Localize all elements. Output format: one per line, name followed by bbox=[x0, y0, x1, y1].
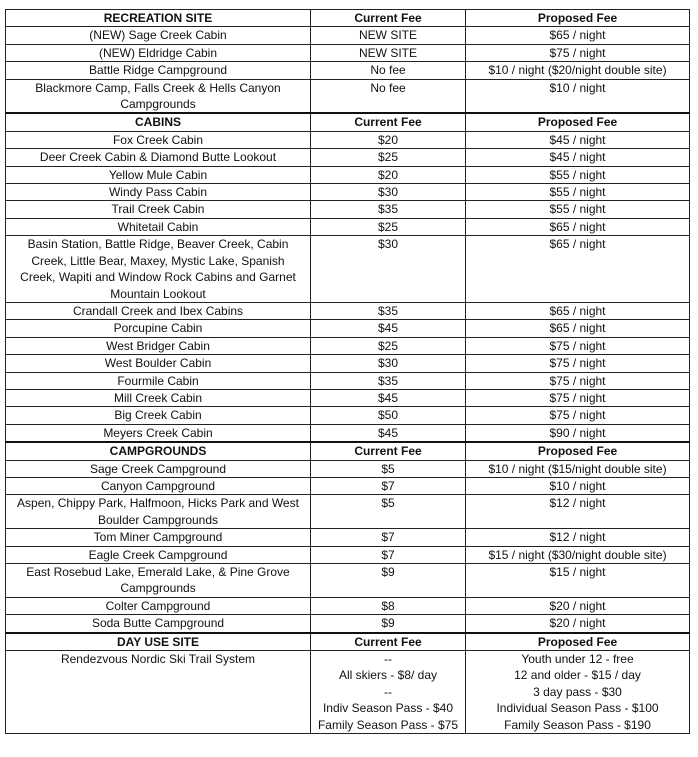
current-fee: $25 bbox=[311, 337, 466, 354]
current-fee-header: Current Fee bbox=[311, 113, 466, 131]
site-name: Whitetail Cabin bbox=[6, 218, 311, 235]
table-row bbox=[6, 529, 690, 546]
table-row bbox=[6, 44, 690, 61]
current-fee: $20 bbox=[311, 166, 466, 183]
section-title: RECREATION SITE bbox=[6, 10, 311, 27]
proposed-fee: $75 / night bbox=[466, 355, 690, 372]
table-row bbox=[6, 236, 690, 303]
proposed-fee: $75 / night bbox=[466, 407, 690, 424]
site-name: Fourmile Cabin bbox=[6, 372, 311, 389]
proposed-fee: $10 / night ($20/night double site) bbox=[466, 62, 690, 79]
proposed-fee: $45 / night bbox=[466, 131, 690, 148]
current-fee: $9 bbox=[311, 615, 466, 633]
section-header-row bbox=[6, 633, 690, 651]
current-fee: $5 bbox=[311, 460, 466, 477]
proposed-fee: $20 / night bbox=[466, 615, 690, 633]
proposed-fee: $20 / night bbox=[466, 597, 690, 614]
site-name: Basin Station, Battle Ridge, Beaver Creek, Cabin Creek, Little Bear, Maxey, Mystic Lake, Spanish Creek, Wapiti and Window Rock Cabins and Garnet Mountain Lookout bbox=[6, 236, 311, 303]
section-header-row bbox=[6, 442, 690, 460]
proposed-fee: $65 / night bbox=[466, 302, 690, 319]
current-fee: $9 bbox=[311, 564, 466, 598]
proposed-fee-header: Proposed Fee bbox=[466, 113, 690, 131]
table-row bbox=[6, 166, 690, 183]
table-row bbox=[6, 201, 690, 218]
table-row bbox=[6, 302, 690, 319]
proposed-fee-header: Proposed Fee bbox=[466, 633, 690, 651]
site-name: Fox Creek Cabin bbox=[6, 131, 311, 148]
proposed-fee: $65 / night bbox=[466, 27, 690, 44]
current-fee: $35 bbox=[311, 372, 466, 389]
current-fee: $30 bbox=[311, 184, 466, 201]
proposed-fee: Youth under 12 - free 12 and older - $15 / day 3 day pass - $30 Individual Season Pass - $100 Family Season Pass - $190 bbox=[466, 651, 690, 734]
site-name: Trail Creek Cabin bbox=[6, 201, 311, 218]
current-fee: $7 bbox=[311, 546, 466, 563]
current-fee: $8 bbox=[311, 597, 466, 614]
table-row bbox=[6, 615, 690, 633]
current-fee: No fee bbox=[311, 62, 466, 79]
site-name: Battle Ridge Campground bbox=[6, 62, 311, 79]
site-name: (NEW) Eldridge Cabin bbox=[6, 44, 311, 61]
current-fee: $25 bbox=[311, 149, 466, 166]
proposed-fee: $12 / night bbox=[466, 495, 690, 529]
current-fee: $30 bbox=[311, 355, 466, 372]
section-header-row bbox=[6, 113, 690, 131]
proposed-fee: $75 / night bbox=[466, 337, 690, 354]
site-name: (NEW) Sage Creek Cabin bbox=[6, 27, 311, 44]
current-fee: $45 bbox=[311, 389, 466, 406]
proposed-fee: $10 / night bbox=[466, 79, 690, 113]
table-row bbox=[6, 564, 690, 598]
current-fee: $35 bbox=[311, 201, 466, 218]
current-fee-header: Current Fee bbox=[311, 633, 466, 651]
proposed-fee: $15 / night bbox=[466, 564, 690, 598]
site-name: Blackmore Camp, Falls Creek & Hells Canyon Campgrounds bbox=[6, 79, 311, 113]
proposed-fee-header: Proposed Fee bbox=[466, 442, 690, 460]
current-fee: NEW SITE bbox=[311, 44, 466, 61]
table-row bbox=[6, 477, 690, 494]
current-fee: NEW SITE bbox=[311, 27, 466, 44]
proposed-fee: $90 / night bbox=[466, 424, 690, 442]
section-title: DAY USE SITE bbox=[6, 633, 311, 651]
proposed-fee: $45 / night bbox=[466, 149, 690, 166]
table-row bbox=[6, 495, 690, 529]
table-row bbox=[6, 27, 690, 44]
site-name: Sage Creek Campground bbox=[6, 460, 311, 477]
section-title: CAMPGROUNDS bbox=[6, 442, 311, 460]
table-row bbox=[6, 546, 690, 563]
proposed-fee-header: Proposed Fee bbox=[466, 10, 690, 27]
table-row bbox=[6, 597, 690, 614]
fee-table-container bbox=[5, 9, 690, 734]
proposed-fee: $10 / night bbox=[466, 477, 690, 494]
table-row bbox=[6, 320, 690, 337]
table-row bbox=[6, 651, 690, 734]
site-name: Meyers Creek Cabin bbox=[6, 424, 311, 442]
current-fee: $45 bbox=[311, 424, 466, 442]
current-fee: -- All skiers - $8/ day -- Indiv Season Pass - $40 Family Season Pass - $75 bbox=[311, 651, 466, 734]
site-name: West Boulder Cabin bbox=[6, 355, 311, 372]
section-header-row bbox=[6, 10, 690, 27]
site-name: West Bridger Cabin bbox=[6, 337, 311, 354]
fee-table-body bbox=[6, 10, 690, 734]
proposed-fee: $15 / night ($30/night double site) bbox=[466, 546, 690, 563]
proposed-fee: $75 / night bbox=[466, 44, 690, 61]
table-row bbox=[6, 355, 690, 372]
proposed-fee: $75 / night bbox=[466, 389, 690, 406]
section-title: CABINS bbox=[6, 113, 311, 131]
table-row bbox=[6, 218, 690, 235]
proposed-fee: $65 / night bbox=[466, 218, 690, 235]
site-name: Canyon Campground bbox=[6, 477, 311, 494]
current-fee: $30 bbox=[311, 236, 466, 303]
table-row bbox=[6, 337, 690, 354]
site-name: Big Creek Cabin bbox=[6, 407, 311, 424]
site-name: Mill Creek Cabin bbox=[6, 389, 311, 406]
proposed-fee: $65 / night bbox=[466, 320, 690, 337]
table-row bbox=[6, 424, 690, 442]
site-name: Aspen, Chippy Park, Halfmoon, Hicks Park and West Boulder Campgrounds bbox=[6, 495, 311, 529]
site-name: East Rosebud Lake, Emerald Lake, & Pine Grove Campgrounds bbox=[6, 564, 311, 598]
table-row bbox=[6, 407, 690, 424]
table-row bbox=[6, 460, 690, 477]
proposed-fee: $55 / night bbox=[466, 201, 690, 218]
site-name: Colter Campground bbox=[6, 597, 311, 614]
current-fee: $35 bbox=[311, 302, 466, 319]
current-fee: $20 bbox=[311, 131, 466, 148]
site-name: Eagle Creek Campground bbox=[6, 546, 311, 563]
proposed-fee: $55 / night bbox=[466, 184, 690, 201]
site-name: Yellow Mule Cabin bbox=[6, 166, 311, 183]
site-name: Rendezvous Nordic Ski Trail System bbox=[6, 651, 311, 734]
site-name: Deer Creek Cabin & Diamond Butte Lookout bbox=[6, 149, 311, 166]
site-name: Porcupine Cabin bbox=[6, 320, 311, 337]
site-name: Tom Miner Campground bbox=[6, 529, 311, 546]
site-name: Crandall Creek and Ibex Cabins bbox=[6, 302, 311, 319]
fee-table bbox=[5, 9, 690, 734]
proposed-fee: $12 / night bbox=[466, 529, 690, 546]
site-name: Soda Butte Campground bbox=[6, 615, 311, 633]
table-row bbox=[6, 184, 690, 201]
table-row bbox=[6, 372, 690, 389]
table-row bbox=[6, 149, 690, 166]
table-row bbox=[6, 79, 690, 113]
current-fee-header: Current Fee bbox=[311, 10, 466, 27]
table-row bbox=[6, 62, 690, 79]
current-fee: $45 bbox=[311, 320, 466, 337]
current-fee: $25 bbox=[311, 218, 466, 235]
proposed-fee: $65 / night bbox=[466, 236, 690, 303]
proposed-fee: $55 / night bbox=[466, 166, 690, 183]
current-fee: $5 bbox=[311, 495, 466, 529]
current-fee-header: Current Fee bbox=[311, 442, 466, 460]
proposed-fee: $10 / night ($15/night double site) bbox=[466, 460, 690, 477]
table-row bbox=[6, 389, 690, 406]
table-row bbox=[6, 131, 690, 148]
current-fee: $7 bbox=[311, 477, 466, 494]
site-name: Windy Pass Cabin bbox=[6, 184, 311, 201]
current-fee: $7 bbox=[311, 529, 466, 546]
current-fee: $50 bbox=[311, 407, 466, 424]
proposed-fee: $75 / night bbox=[466, 372, 690, 389]
current-fee: No fee bbox=[311, 79, 466, 113]
